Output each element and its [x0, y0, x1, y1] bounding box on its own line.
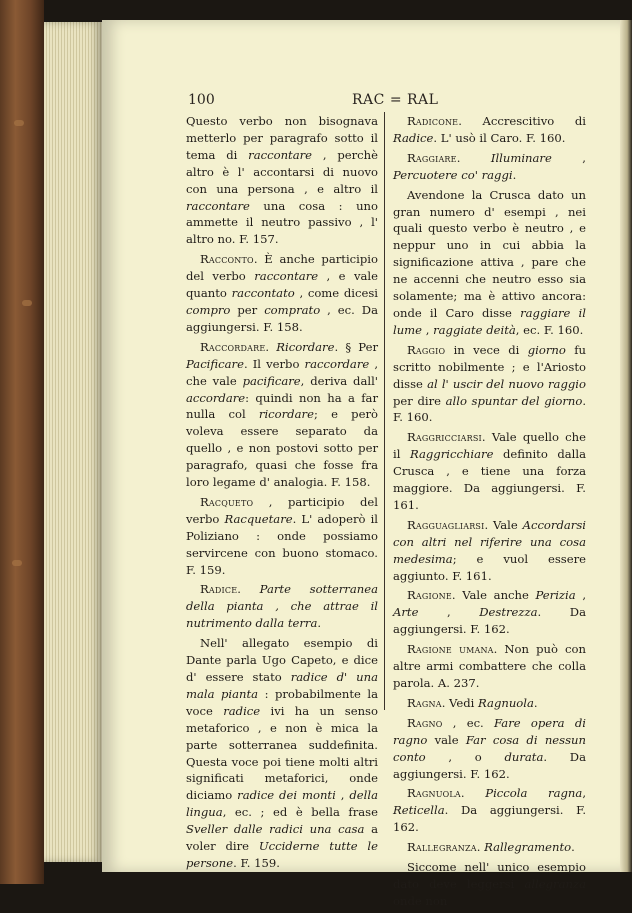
italic-text: raggiate deità — [433, 322, 516, 337]
entry-text: , — [551, 150, 586, 165]
entry-text: . È anche participio del verbo — [186, 252, 378, 284]
italic-text: raccontato — [231, 286, 295, 301]
italic-text: raccontare — [186, 198, 250, 213]
entry-text: Nell' allegato esempio di Dante parla Ugo Capeto, e dice d' essere stato — [186, 636, 378, 684]
italic-text: Ricordare — [276, 339, 335, 354]
entry-text: . Vale quello che il — [393, 430, 586, 462]
italic-text: Piccola ragna — [485, 786, 583, 801]
dictionary-entry — [393, 859, 586, 910]
italic-text: Reticella — [393, 803, 445, 818]
italic-text: comprato — [264, 302, 321, 317]
dictionary-entry — [393, 695, 586, 712]
entry-text: . Vale — [484, 517, 523, 532]
entry-text: . — [512, 167, 517, 182]
entry-text: vale — [427, 732, 466, 747]
dictionary-entry — [186, 494, 378, 579]
entry-text: . — [237, 582, 260, 597]
entry-headword: Ragguagliarsi — [407, 517, 485, 532]
entry-text: definito dalla Crusca , e tiene una forza maggiore. Da aggiungersi. F. 161. — [393, 447, 586, 512]
entry-headword: Ragna — [407, 695, 442, 710]
dictionary-entry — [393, 429, 586, 514]
entry-headword: Racqueto — [200, 494, 254, 509]
entry-headword: Raccordare — [200, 339, 266, 354]
italic-text: Pacificare — [186, 356, 244, 371]
italic-text: raggiare il lume — [393, 305, 586, 337]
entry-headword: Raggio — [407, 342, 446, 357]
entry-text: . Vale anche — [451, 588, 536, 603]
entry-text: , ec. Da aggiungersi. F. 158. — [186, 302, 378, 334]
italic-text: raccordare — [304, 356, 370, 371]
dictionary-entry — [393, 587, 586, 638]
facing-page-edge — [620, 20, 632, 872]
column-rule — [384, 112, 385, 710]
entry-text: , perchè altro è l' accontarsi di nuovo con una persona , e altro il — [186, 147, 378, 196]
italic-text: Radice — [393, 130, 434, 145]
entry-text: , come dicesi — [294, 286, 379, 301]
entry-text: per — [230, 302, 265, 317]
dictionary-entry — [186, 581, 378, 632]
right-column — [393, 113, 586, 913]
entry-text: . F. 160. — [393, 393, 587, 425]
entry-text: . Accrescitivo di — [458, 114, 586, 128]
italic-text: ricordare — [258, 407, 314, 422]
entry-text: in vece di — [445, 342, 528, 357]
dictionary-entry — [186, 635, 378, 872]
entry-text: . — [456, 150, 491, 165]
entry-headword: Radice — [200, 582, 238, 597]
page-header — [188, 92, 588, 114]
italic-text: Accordarsi con altri nel riferire una cosa medesima — [393, 517, 586, 566]
entry-text: , che vale — [186, 356, 379, 388]
entry-text: : quindi non ha a far nulla col — [186, 390, 378, 422]
dictionary-entry — [393, 517, 586, 585]
italic-text: Arte — [393, 605, 419, 620]
entry-text: , — [335, 788, 350, 803]
dictionary-entry — [393, 641, 586, 692]
italic-text: radice d' una mala pianta — [186, 670, 379, 701]
dictionary-entry — [186, 251, 378, 336]
entry-headword: Rallegranza — [407, 840, 477, 855]
entry-text: . Da aggiungersi. F. 162. — [393, 605, 586, 637]
entry-text: , participio del verbo — [186, 494, 378, 526]
entry-text: . — [317, 616, 322, 631]
italic-text: durata — [504, 749, 544, 764]
entry-text: . L' usò il Caro. F. 160. — [433, 130, 566, 145]
entry-headword: Radicone — [407, 114, 459, 128]
italic-text: Illuminare — [490, 150, 552, 165]
entry-text: , o — [425, 749, 505, 764]
page-stack-edges — [44, 22, 102, 862]
dictionary-entry — [393, 715, 586, 783]
entry-text: ; e vuol essere aggiunto. F. 161. — [393, 551, 586, 583]
entry-text: . — [265, 339, 277, 354]
entry-text: . — [533, 695, 538, 710]
italic-text: Rallegramento — [484, 840, 572, 855]
dictionary-entry — [186, 339, 378, 491]
italic-text: al l' uscir del nuovo raggio — [427, 376, 586, 391]
entry-text: , ec. ; ed è bella frase — [222, 805, 378, 820]
dictionary-entry — [393, 839, 586, 856]
entry-text: . Da aggiungersi. F. 162. — [393, 749, 586, 781]
italic-text: Ucciderne tutte le persone — [186, 839, 378, 870]
entry-text: : probabilmente la voce — [186, 686, 378, 718]
dictionary-entry — [393, 785, 586, 836]
entry-text: , — [422, 322, 434, 337]
entry-text: per dire — [393, 393, 446, 408]
left-column — [186, 113, 378, 875]
italic-text: radice dei monti — [237, 788, 336, 803]
entry-text: Questo verbo non bisognava metterlo per paragrafo sotto il tema di — [186, 114, 378, 162]
entry-text: . — [476, 840, 485, 855]
italic-text: della lingua — [186, 788, 379, 820]
entry-text: ; e però voleva essere separato da quello , e non postovi sotto per paragrafo, quasi che fosse fra loro legame d' analogia. F. 158. — [186, 407, 378, 490]
dictionary-entry — [393, 150, 586, 184]
italic-text: raccontare — [254, 269, 319, 284]
cover-wear-mark — [12, 560, 22, 566]
continued-paragraph — [186, 113, 378, 248]
entry-text: , deriva dall' — [300, 373, 378, 388]
running-head: RAC = RAL — [352, 92, 439, 108]
entry-text: . — [571, 840, 575, 855]
entry-text: . Non può con altre armi combattere che colla parola. A. 237. — [393, 642, 586, 690]
italic-text: Ragnuola — [478, 695, 534, 710]
italic-text: radice — [223, 703, 261, 718]
entry-text: . L' adoperò il Poliziano : onde possiamo servircene con buono stomaco. F. 159. — [186, 511, 378, 577]
italic-text: raccontare — [248, 147, 313, 162]
entry-headword: Raggiare — [407, 150, 457, 165]
entry-text: una cosa : uno ammette il neutro passivo , l' altro no. F. 157. — [186, 198, 378, 247]
italic-text: Percuotere co' raggi — [393, 167, 513, 182]
entry-text: , e vale quanto — [186, 269, 379, 301]
book-cover-edge — [0, 0, 44, 884]
entry-text: Avendone la Crusca dato un gran numero d' esempi , nei quali questo verbo è neutro , e neppur uno in cui abbia la significazione attiva , pare che ne accenni che neutro esso sia solamente; ma è attivo ancora: onde il Caro disse — [393, 187, 586, 320]
italic-text: giorno — [527, 342, 566, 357]
entry-text: , — [582, 786, 586, 801]
entry-text: . F. 159. — [233, 855, 280, 870]
italic-text: allegranza — [524, 876, 586, 891]
entry-headword: Racconto — [200, 252, 254, 267]
cover-wear-mark — [22, 300, 32, 306]
italic-text: Parte sotterranea della pianta , che attrae il nutrimento dalla terra — [186, 582, 378, 631]
italic-text: Destrezza — [479, 605, 538, 620]
entry-text: . Il verbo — [243, 356, 305, 371]
dictionary-entry — [393, 342, 586, 427]
entry-headword: Raggricciarsi — [407, 430, 482, 445]
italic-text: accordare — [186, 390, 246, 405]
dictionary-entry — [393, 187, 586, 339]
dictionary-entry — [393, 113, 586, 147]
entry-text: . § Per — [334, 339, 378, 354]
entry-text: . Vedi — [441, 695, 479, 710]
entry-text: ivi ha un senso metaforico , e non è mica la parte sotterranea suddefinita. Questa voce poi tiene molti altri significati metaforici, onde diciamo — [186, 703, 378, 803]
entry-headword: Ragnuola — [407, 786, 461, 801]
entry-text: , ec. F. 160. — [515, 322, 584, 337]
entry-headword: Ragione umana — [407, 642, 494, 657]
entry-text: onde non — [393, 893, 448, 908]
entry-text: a voler dire — [186, 822, 378, 854]
cover-wear-mark — [14, 120, 24, 126]
italic-text: compro — [186, 302, 231, 317]
entry-text: Siccome nell' unico esempio dato deve leggersi — [393, 860, 586, 891]
italic-text: Perizia — [535, 588, 576, 603]
italic-text: Sveller dalle radici una casa — [186, 822, 365, 837]
italic-text: pacificare — [242, 373, 301, 388]
page-number: 100 — [188, 92, 215, 108]
italic-text: Racquetare — [224, 511, 293, 526]
italic-text: allo spuntar del giorno — [445, 393, 583, 408]
entry-headword: Ragione — [407, 588, 452, 603]
entry-text: . Da aggiungersi. F. 162. — [393, 803, 586, 835]
entry-text: , ec. — [442, 715, 495, 730]
italic-text: Fare opera di ragno — [393, 715, 587, 747]
italic-text: Far cosa di nessun conto — [393, 732, 586, 764]
italic-text: Raggricchiare — [409, 447, 494, 462]
entry-text: , — [418, 605, 480, 620]
entry-text: , — [575, 588, 587, 603]
entry-headword: Ragno — [407, 715, 443, 730]
entry-text: fu scritto nobilmente ; e l'Ariosto disse — [393, 342, 586, 391]
entry-text: . — [460, 786, 486, 801]
